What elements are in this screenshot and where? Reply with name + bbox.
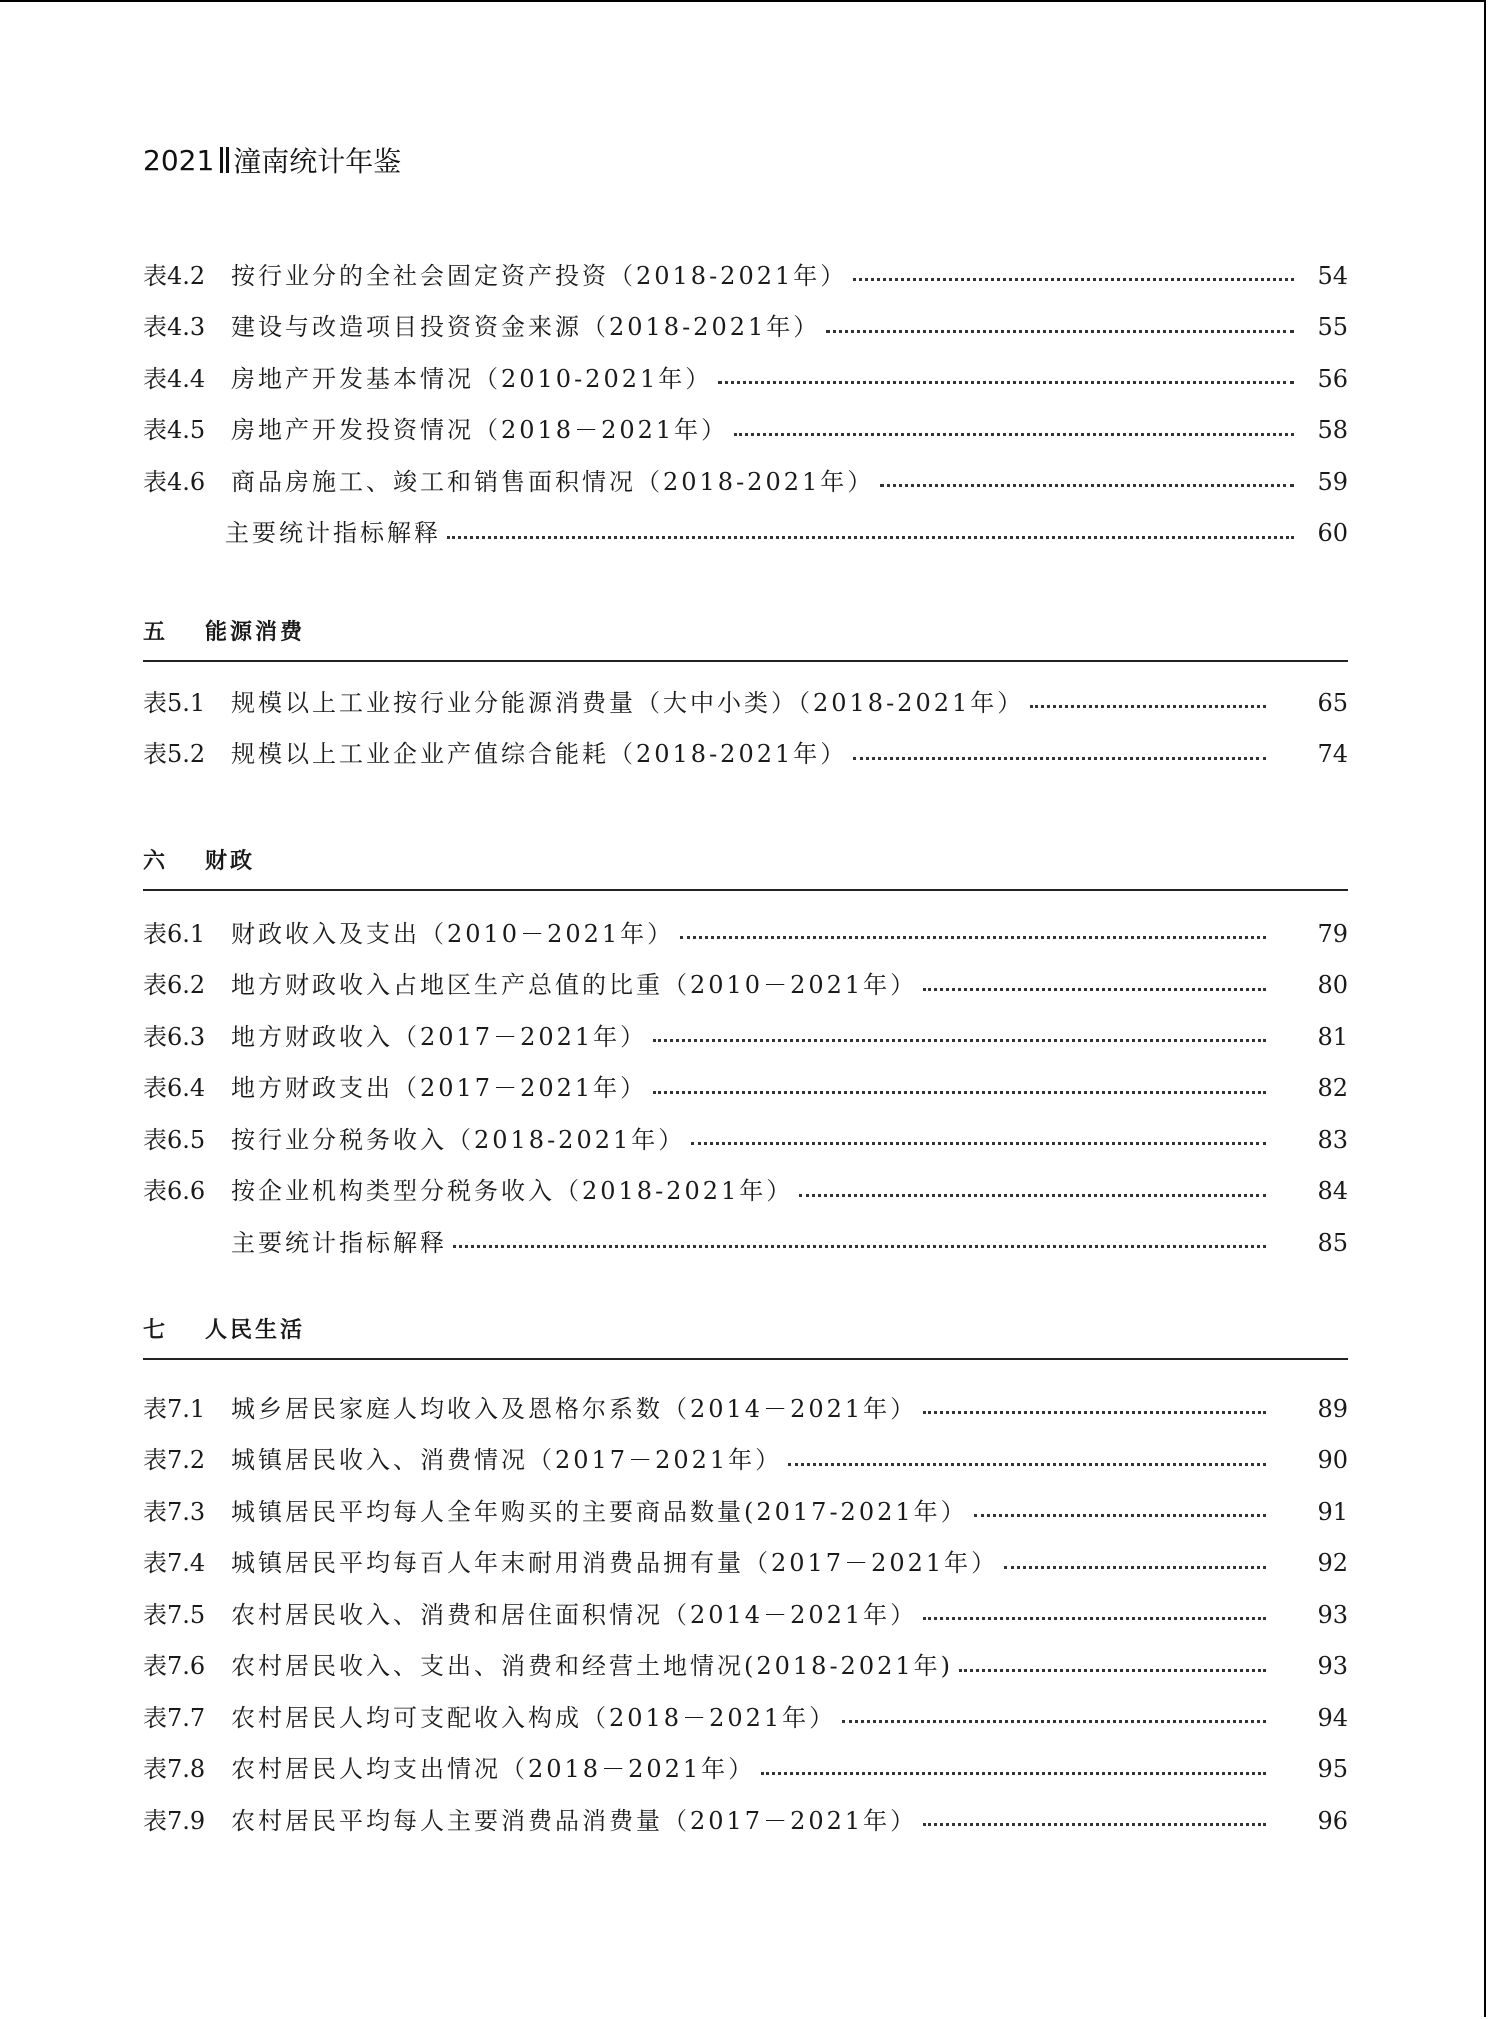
toc-entry[interactable] — [143, 1795, 1348, 1847]
toc-entry-number: 表4.5 — [143, 416, 206, 445]
toc-leader-dots — [680, 936, 1266, 939]
toc-entry[interactable] — [143, 1114, 1348, 1166]
toc-entry-page: 83 — [1317, 1125, 1348, 1154]
toc-section-6 — [143, 908, 1348, 1269]
section-rule — [143, 889, 1348, 891]
toc-entry-page: 85 — [1317, 1228, 1348, 1257]
toc-entry[interactable] — [143, 1589, 1348, 1641]
toc-leader-dots — [880, 484, 1294, 487]
toc-entry[interactable] — [143, 302, 1348, 354]
toc-entry-title: 主要统计指标解释 — [225, 519, 441, 548]
toc-entry-title: 商品房施工、竣工和销售面积情况（2018-2021年） — [231, 467, 875, 496]
toc-entry-number: 表6.2 — [143, 971, 206, 1000]
toc-entry-title: 城镇居民平均每百人年末耐用消费品拥有量（2017－2021年） — [231, 1549, 999, 1578]
toc-entry-number: 表6.6 — [143, 1177, 206, 1206]
toc-leader-dots — [959, 1669, 1266, 1672]
toc-entry-title: 房地产开发基本情况（2010-2021年） — [231, 364, 713, 393]
toc-entry-title: 地方财政支出（2017－2021年） — [231, 1074, 648, 1103]
toc-entry-page: 81 — [1317, 1022, 1348, 1051]
toc-entry[interactable] — [143, 677, 1348, 729]
toc-entry[interactable] — [143, 1641, 1348, 1693]
toc-entry-page: 55 — [1317, 313, 1348, 342]
header-year: 2021 — [143, 143, 215, 177]
toc-leader-dots — [653, 1039, 1266, 1042]
toc-leader-dots — [923, 1823, 1266, 1826]
section-heading — [143, 616, 1348, 662]
toc-entry-page: 54 — [1317, 261, 1348, 290]
toc-entry-page: 60 — [1317, 519, 1348, 548]
toc-entry-number: 表7.4 — [143, 1549, 206, 1578]
toc-entry[interactable] — [143, 456, 1348, 508]
toc-entry-page: 80 — [1317, 971, 1348, 1000]
toc-entry-page: 94 — [1317, 1703, 1348, 1732]
toc-entry-number: 表7.7 — [143, 1703, 206, 1732]
toc-entry-title: 城镇居民平均每人全年购买的主要商品数量(2017-2021年） — [231, 1497, 968, 1526]
toc-entry-number: 表5.1 — [143, 688, 206, 717]
toc-entry[interactable] — [143, 1744, 1348, 1796]
toc-entry-page: 74 — [1317, 740, 1348, 769]
toc-entry[interactable] — [143, 729, 1348, 781]
toc-entry-number: 表6.3 — [143, 1022, 206, 1051]
toc-leader-dots — [842, 1720, 1266, 1723]
toc-entry-page: 93 — [1317, 1600, 1348, 1629]
toc-entry[interactable] — [143, 250, 1348, 302]
toc-leader-dots — [1004, 1566, 1266, 1569]
toc-entry-number: 表6.5 — [143, 1125, 206, 1154]
section-title: 人民生活 — [205, 1318, 306, 1343]
running-header — [143, 140, 401, 180]
toc-entry-title: 农村居民收入、支出、消费和经营土地情况(2018-2021年) — [231, 1652, 953, 1681]
toc-entry[interactable] — [143, 405, 1348, 457]
toc-entry-page: 92 — [1317, 1549, 1348, 1578]
section-title: 能源消费 — [205, 620, 306, 645]
toc-entry-title: 按行业分税务收入（2018-2021年） — [231, 1125, 686, 1154]
toc-entry-number: 表7.8 — [143, 1755, 206, 1784]
toc-leader-dots — [734, 433, 1294, 436]
toc-leader-dots — [718, 381, 1294, 384]
toc-entry-title: 城镇居民收入、消费情况（2017－2021年） — [231, 1446, 783, 1475]
toc-entry-title: 建设与改造项目投资资金来源（2018-2021年） — [231, 313, 821, 342]
toc-entry-page: 58 — [1317, 416, 1348, 445]
toc-entry-number: 表4.6 — [143, 467, 206, 496]
toc-entry-title: 地方财政收入占地区生产总值的比重（2010－2021年） — [231, 971, 918, 1000]
toc-entry-title: 农村居民收入、消费和居住面积情况（2014－2021年） — [231, 1600, 918, 1629]
toc-entry-number: 表7.6 — [143, 1652, 206, 1681]
toc-entry-page: 56 — [1317, 364, 1348, 393]
toc-entry-number: 表5.2 — [143, 740, 206, 769]
toc-leader-dots — [923, 1411, 1266, 1414]
toc-leader-dots — [974, 1514, 1266, 1517]
toc-entry-number: 表4.4 — [143, 364, 206, 393]
toc-leader-dots — [923, 988, 1266, 991]
toc-leader-dots — [453, 1245, 1266, 1248]
toc-entry[interactable] — [143, 353, 1348, 405]
toc-entry-title: 房地产开发投资情况（2018－2021年） — [231, 416, 729, 445]
section-number: 五 — [143, 620, 169, 645]
toc-entry-title: 城乡居民家庭人均收入及恩格尔系数（2014－2021年） — [231, 1394, 918, 1423]
section-rule — [143, 660, 1348, 662]
toc-entry-title: 按行业分的全社会固定资产投资（2018-2021年） — [231, 261, 848, 290]
toc-entry-number: 表7.2 — [143, 1446, 206, 1475]
section-heading — [143, 1314, 1348, 1360]
toc-leader-dots — [923, 1617, 1266, 1620]
header-separator — [220, 147, 229, 173]
toc-entry-title: 按企业机构类型分税务收入（2018-2021年） — [231, 1177, 794, 1206]
toc-leader-dots — [853, 757, 1266, 760]
toc-group-4 — [143, 250, 1348, 559]
toc-entry-number: 表7.5 — [143, 1600, 206, 1629]
header-book-title: 潼南统计年鉴 — [233, 145, 402, 178]
toc-entry-page: 89 — [1317, 1394, 1348, 1423]
toc-leader-dots — [653, 1091, 1266, 1094]
toc-entry-page: 79 — [1317, 919, 1348, 948]
toc-entry[interactable] — [143, 1383, 1348, 1435]
toc-leader-dots — [826, 330, 1294, 333]
section-number: 七 — [143, 1318, 169, 1343]
toc-entry[interactable] — [143, 1063, 1348, 1115]
toc-entry[interactable] — [143, 960, 1348, 1012]
toc-leader-dots — [447, 536, 1294, 539]
toc-leader-dots — [853, 278, 1294, 281]
section-number: 六 — [143, 849, 169, 874]
toc-entry-page: 93 — [1317, 1652, 1348, 1681]
toc-entry-number: 表4.3 — [143, 313, 206, 342]
section-rule — [143, 1358, 1348, 1360]
toc-entry-title: 农村居民人均支出情况（2018－2021年） — [231, 1755, 756, 1784]
toc-section-5 — [143, 677, 1348, 780]
toc-leader-dots — [1030, 705, 1266, 708]
toc-entry[interactable] — [143, 908, 1348, 960]
toc-entry-number: 表6.1 — [143, 919, 206, 948]
toc-entry-page: 65 — [1317, 688, 1348, 717]
toc-leader-dots — [799, 1194, 1266, 1197]
toc-entry[interactable] — [143, 1538, 1348, 1590]
toc-entry-title: 地方财政收入（2017－2021年） — [231, 1022, 648, 1051]
toc-entry-page: 91 — [1317, 1497, 1348, 1526]
toc-entry[interactable] — [143, 1217, 1348, 1269]
toc-leader-dots — [788, 1463, 1266, 1466]
toc-entry-page: 95 — [1317, 1755, 1348, 1784]
toc-entry-page: 96 — [1317, 1806, 1348, 1835]
toc-leader-dots — [761, 1772, 1266, 1775]
toc-entry-page: 84 — [1317, 1177, 1348, 1206]
toc-leader-dots — [691, 1142, 1266, 1145]
section-heading — [143, 845, 1348, 891]
toc-entry[interactable] — [143, 508, 1348, 560]
toc-entry-number: 表7.9 — [143, 1806, 206, 1835]
toc-entry-title: 农村居民平均每人主要消费品消费量（2017－2021年） — [231, 1806, 918, 1835]
toc-entry-page: 59 — [1317, 467, 1348, 496]
toc-entry-page: 90 — [1317, 1446, 1348, 1475]
toc-entry[interactable] — [143, 1486, 1348, 1538]
toc-entry-page: 82 — [1317, 1074, 1348, 1103]
toc-entry-number: 表4.2 — [143, 261, 206, 290]
toc-entry-title: 规模以上工业按行业分能源消费量（大中小类）（2018-2021年） — [231, 688, 1025, 717]
toc-entry-title: 财政收入及支出（2010－2021年） — [231, 919, 675, 948]
toc-entry-title: 农村居民人均可支配收入构成（2018－2021年） — [231, 1703, 837, 1732]
toc-entry[interactable] — [143, 1435, 1348, 1487]
toc-entry-title: 规模以上工业企业产值综合能耗（2018-2021年） — [231, 740, 848, 769]
toc-entry-number: 表6.4 — [143, 1074, 206, 1103]
toc-entry[interactable] — [143, 1011, 1348, 1063]
toc-entry-number: 表7.3 — [143, 1497, 206, 1526]
toc-section-7 — [143, 1383, 1348, 1847]
section-title: 财政 — [205, 849, 256, 874]
toc-entry-number: 表7.1 — [143, 1394, 206, 1423]
toc-entry[interactable] — [143, 1692, 1348, 1744]
toc-entry[interactable] — [143, 1166, 1348, 1218]
toc-entry-title: 主要统计指标解释 — [231, 1228, 447, 1257]
